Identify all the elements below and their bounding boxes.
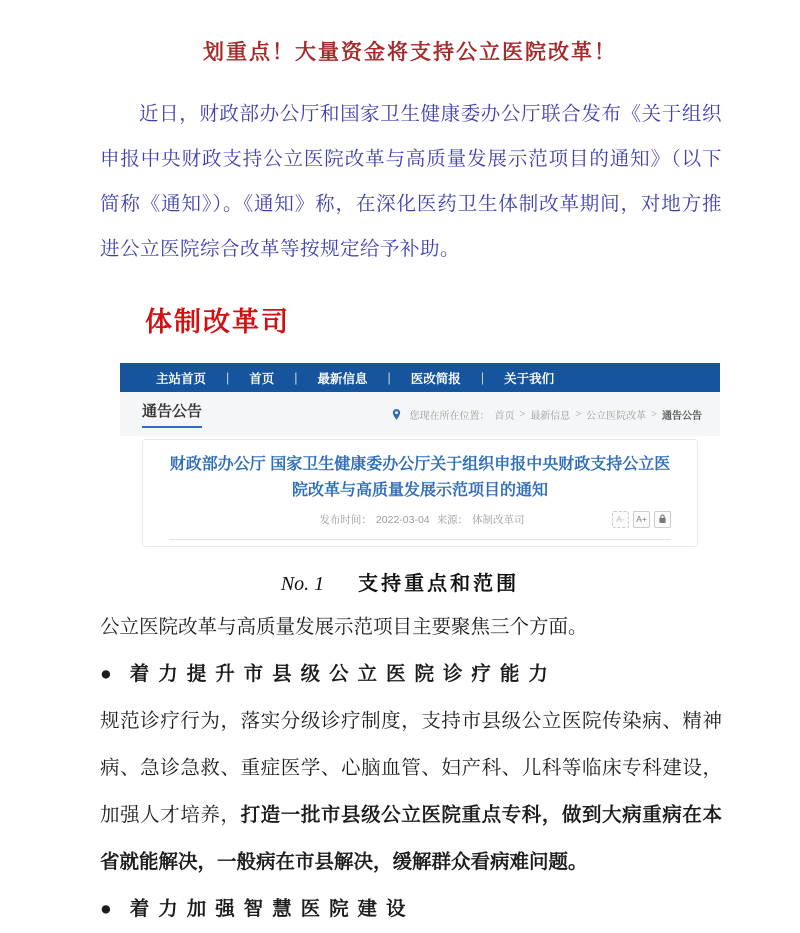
bullet-icon: ● (100, 664, 112, 685)
source-value: 体制改革司 (472, 514, 525, 526)
site-screenshot (120, 288, 720, 547)
publish-meta (169, 511, 671, 529)
breadcrumb-item-hospital-reform[interactable]: 公立医院改革 (586, 410, 647, 422)
article-toolbar (612, 511, 671, 528)
section-number: No. 1 (280, 573, 325, 595)
breadcrumb-item-current[interactable]: 通告公告 (662, 410, 702, 422)
nav-separator: | (294, 370, 298, 385)
breadcrumb (391, 407, 702, 422)
breadcrumb-separator: > (651, 408, 657, 420)
font-smaller-button[interactable]: A- (612, 511, 629, 528)
nav-item-about-us[interactable]: 关于我们 (504, 371, 555, 386)
bullet-heading-2 (100, 886, 722, 933)
bullet-heading-2-text: 着力加强智慧医院建设 (129, 899, 415, 920)
nav-item-home[interactable]: 首页 (249, 371, 275, 386)
breadcrumb-separator: > (519, 408, 526, 420)
notice-title: 财政部办公厅 国家卫生健康委办公厅关于组织申报中央财政支持公立医院改革与高质量发展示范项目的通知 (169, 456, 671, 499)
nav-item-main-home[interactable]: 主站首页 (156, 371, 207, 386)
nav-item-latest-news[interactable]: 最新信息 (317, 371, 368, 386)
section-band (120, 392, 720, 436)
lock-icon (658, 514, 667, 526)
body-paragraph (100, 698, 722, 886)
breadcrumb-item-home[interactable]: 首页 (494, 410, 515, 422)
breadcrumb-item-latest-news[interactable]: 最新信息 (530, 410, 571, 422)
article-card (142, 439, 698, 547)
section-heading-text: 支持重点和范围 (358, 573, 520, 595)
bullet-heading-1-text: 着力提升市县级公立医院诊疗能力 (129, 664, 557, 685)
bullet-heading-1 (100, 651, 722, 698)
page-title: 划重点！大量资金将支持公立医院改革！ (203, 40, 617, 64)
intro-paragraph: 近日，财政部办公厅和国家卫生健康委办公厅联合发布《关于组织申报中央财政支持公立医院改革与高质量发展示范项目的通知》（以下简称《通知》）。《通知》称，在深化医药卫生体制改革期间，对地方推进公立医院综合改革等按规定给予补助。 (100, 104, 722, 260)
section-heading (0, 567, 800, 596)
site-logo: 体制改革司 (145, 307, 290, 337)
location-pin-icon (391, 408, 402, 421)
bullet-icon: ● (100, 899, 112, 920)
card-divider (169, 539, 671, 540)
source-label: 来源： (436, 514, 469, 526)
breadcrumb-prefix: 您现在所在位置： (409, 410, 490, 422)
section-band-title: 通告公告 (142, 400, 202, 428)
print-button[interactable] (654, 511, 671, 528)
breadcrumb-separator: > (575, 408, 582, 420)
body-copy (100, 604, 722, 933)
publish-date: 2022-03-04 (375, 514, 430, 526)
article-page (0, 36, 800, 920)
font-larger-button[interactable]: A+ (633, 511, 650, 528)
main-nav (120, 363, 720, 392)
publish-label: 发布时间： (319, 514, 372, 526)
para-bold-text: 打造一批市县级公立医院重点专科，做到大病重病在本省就能解决，一般病在市县解决，缓解群众看病难问题。 (100, 805, 722, 873)
para-regular-text: 规范诊疗行为，落实分级诊疗制度，支持市县级公立医院传染病、精神病、急诊急救、重症医学、心脑血管、妇产科、儿科等临床专科建设，加强人才培养， (100, 711, 722, 826)
nav-separator: | (480, 370, 485, 385)
lead-paragraph: 公立医院改革与高质量发展示范项目主要聚焦三个方面。 (100, 617, 588, 638)
nav-separator: | (226, 370, 230, 385)
nav-separator: | (387, 370, 391, 385)
nav-item-reform-brief[interactable]: 医改简报 (410, 371, 461, 386)
